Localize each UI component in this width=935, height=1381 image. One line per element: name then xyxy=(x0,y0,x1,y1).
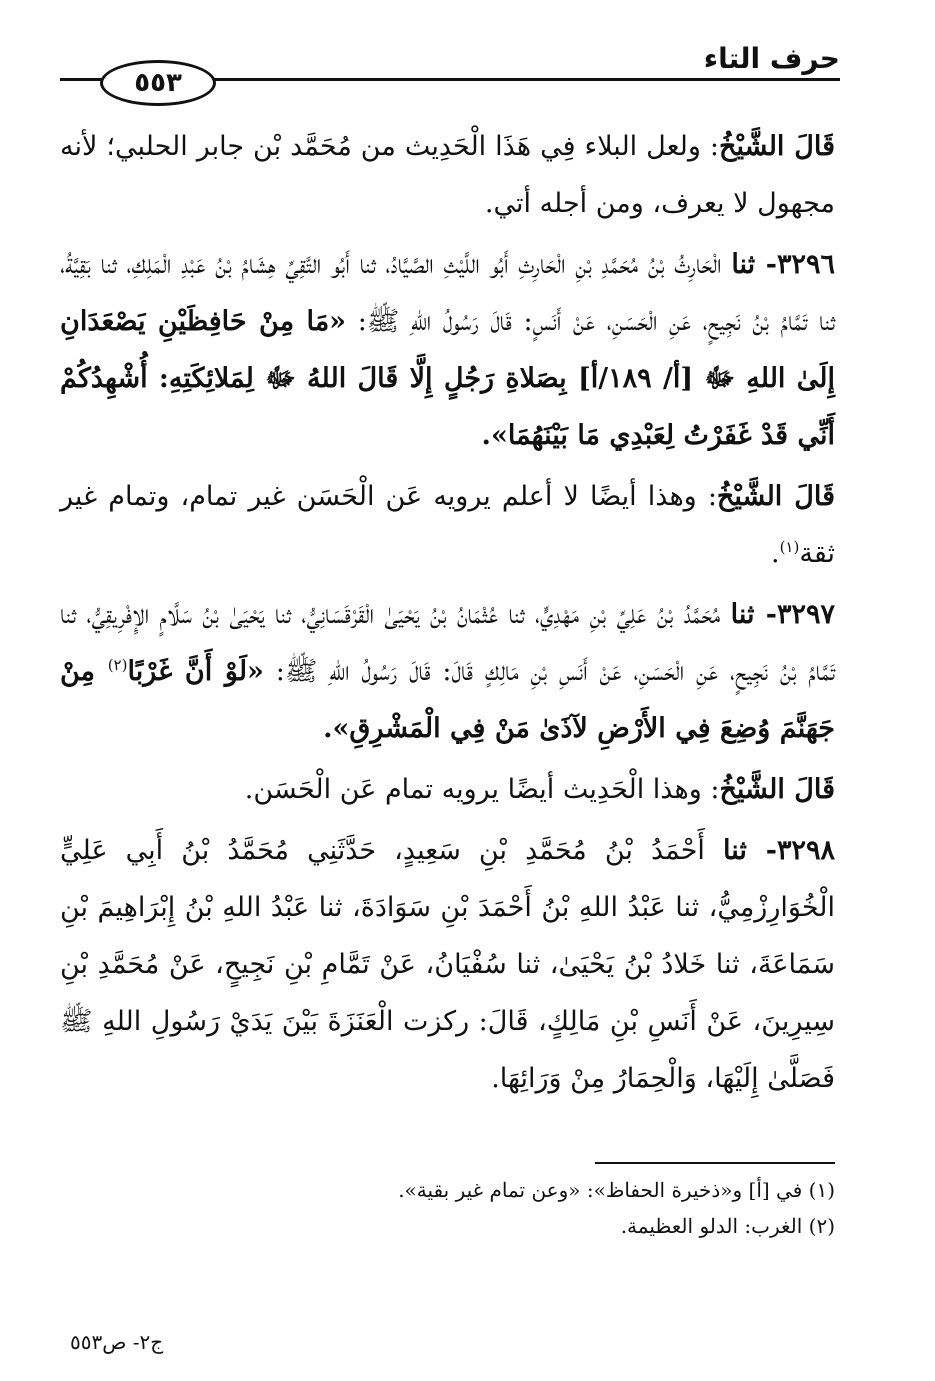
paragraph-commentary-1 xyxy=(60,118,835,232)
paragraph-text: : ولعل البلاء فِي هَذَا الْحَدِيث من مُحَمَّد بْن جابر الحلبي؛ لأنه مجهول لا يعرف، ومن أجله أتي. xyxy=(60,131,835,219)
hadith-lead: - ثنا xyxy=(723,835,777,866)
hadith-chain: الْحَارِثُ بْنُ مُحَمَّدِ بْنِ الْحَارِثِ أَبُو اللَّيْثِ الصَّيَّادُ، ثنا أَبُو التَّقِيِّ هِشَامُ بْنُ عَبْدِ الْمَلِكِ، ثنا بَقِيَّةُ، ثنا تَمَّامُ بْنُ نَجِيحٍ، عَنِ الْحَسَنِ، عَنْ أَنَسٍ: قَالَ رَسُولُ اللهِ ﷺ: xyxy=(60,249,835,337)
page-footer-ref: ج٢- ص٥٥٣ xyxy=(70,1330,164,1354)
paragraph-text: : وهذا الْحَدِيث أيضًا يرويه تمام عَن الْحَسَن. xyxy=(244,774,720,805)
hadith-chain: مُحَمَّدُ بْنُ عَلِيِّ بْنِ مَهْدِيٍّ، ثنا عُثْمَانُ بْنُ يَحْيَىٰ الْقَرْقَسَانِيُّ، ثنا يَحْيَىٰ بْنُ سَلَّامٍ الإِفْرِيقِيُّ، ثنا تَمَّامُ بْنُ نَجِيحٍ، عَنِ الْحَسَنِ، عَنْ أَنَسِ بْنِ مَالِكٍ قَالَ: قَالَ رَسُولُ اللهِ ﷺ: xyxy=(60,599,836,687)
hadith-text-start: «لَوْ أَنَّ غَرْبًا xyxy=(127,656,264,687)
hadith-lead: - ثنا xyxy=(731,249,777,280)
hadith-3296 xyxy=(60,236,835,464)
footnote-1: (١) في [أ] و«ذخيرة الحفاظ»: «وعن تمام غير بقية». xyxy=(398,1178,835,1202)
chapter-title: حرف التاء xyxy=(703,42,840,75)
paragraph-text: : وهذا أيضًا لا أعلم يرويه عَن الْحَسَن غير تمام، وتمام غير ثقة xyxy=(60,481,835,569)
footnote-separator xyxy=(595,1162,835,1164)
footnote-ref-2[interactable]: (٢) xyxy=(107,656,128,674)
footnote-ref-1[interactable]: (١) xyxy=(779,538,800,556)
hadith-chain: أَحْمَدُ بْنُ مُحَمَّدِ بْنِ سَعِيدٍ، حَدَّثَنِي مُحَمَّدُ بْنُ أَبِي عَلِيٍّ الْخُوَارِزْمِيُّ، ثنا عَبْدُ اللهِ بْنُ أَحْمَدَ بْنِ سَوَادَةَ، ثنا عَبْدُ اللهِ بْنُ إِبْرَاهِيمَ بْنِ سَمَاعَةَ، ثنا خَلادُ بْنُ يَحْيَىٰ، ثنا سُفْيَانُ، عَنْ تَمَّامِ بْنِ نَجِيحٍ، عَنْ مُحَمَّدِ بْنِ سِيرِينَ، عَنْ أَنَسِ بْنِ مَالِكٍ، قَالَ: ركزت الْعَنَزَةَ بَيْنَ يَدَيْ رَسُولِ اللهِ ﷺ فَصَلَّىٰ إِلَيْهَا، وَالْحِمَارُ مِنْ وَرَائِهَا. xyxy=(60,835,835,1094)
hadith-number: ٣٢٩٨ xyxy=(776,835,835,866)
hadith-number: ٣٢٩٧ xyxy=(776,599,835,630)
paragraph-end: . xyxy=(770,538,780,569)
hadith-3297 xyxy=(60,586,835,757)
hadith-text: «مَا مِنْ حَافِظَيْنِ يَصْعَدَانِ إِلَىٰ اللهِ ﷻ [أ/ ١٨٩/أ] بِصَلاةِ رَجُلٍ إِلَّا قَالَ اللهُ ﷻ لِمَلائِكَتِهِ: أُشْهِدُكُمْ أَنِّي قَدْ غَفَرْتُ لِعَبْدِي مَا بَيْنَهُمَا». xyxy=(60,306,835,451)
hadith-number: ٣٢٩٦ xyxy=(776,249,835,280)
page-header xyxy=(60,40,840,110)
page-number-badge: ٥٥٣ xyxy=(100,60,216,106)
footnote-2: (٢) الغرب: الدلو العظيمة. xyxy=(620,1214,835,1238)
speaker-label: قَالَ الشَّيْخُ xyxy=(716,481,835,512)
paragraph-commentary-3 xyxy=(60,761,835,818)
paragraph-commentary-2 xyxy=(60,468,835,582)
speaker-label: قَالَ الشَّيْخُ xyxy=(719,131,835,162)
hadith-text-end: مِنْ جَهَنَّمَ وُضِعَ فِي الأَرْضِ لآذَىٰ مَنْ فِي الْمَشْرِقِ». xyxy=(60,656,835,744)
hadith-lead: - ثنا xyxy=(730,599,777,630)
hadith-3298 xyxy=(60,822,835,1107)
footnotes xyxy=(60,1172,835,1244)
page-body xyxy=(60,118,835,1107)
speaker-label: قَالَ الشَّيْخُ xyxy=(719,774,835,805)
